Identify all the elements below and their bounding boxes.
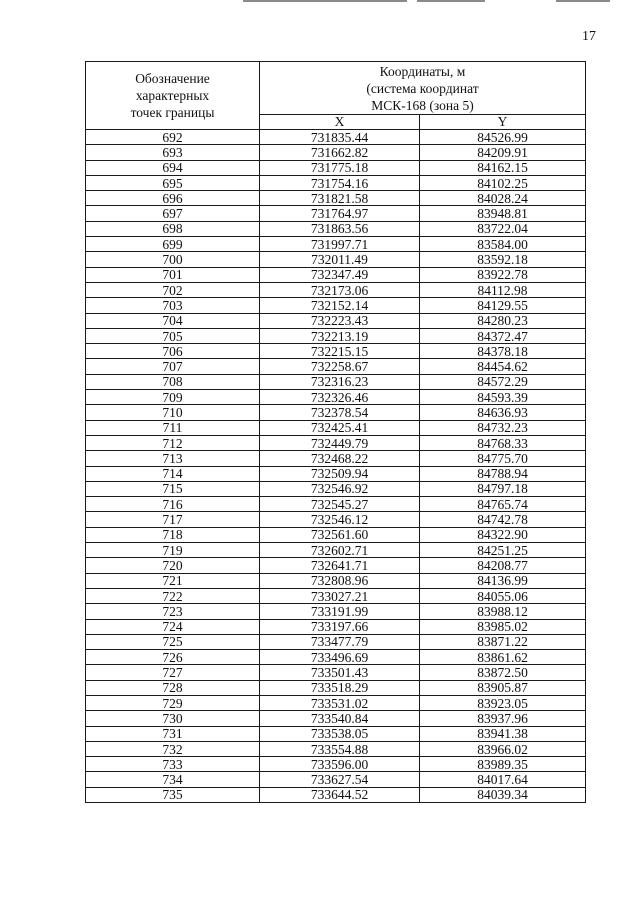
table-row <box>86 481 586 496</box>
y-coordinate-cell: 84251.25 <box>420 543 586 558</box>
x-coordinate-cell: 731764.97 <box>260 206 420 221</box>
y-coordinate-cell: 84055.06 <box>420 588 586 603</box>
table-row <box>86 405 586 420</box>
y-coordinate-cell: 83905.87 <box>420 680 586 695</box>
y-coordinate-cell: 83941.38 <box>420 726 586 741</box>
point-cell: 719 <box>86 543 260 558</box>
point-designation-header <box>86 62 260 130</box>
table-row <box>86 650 586 665</box>
point-cell: 693 <box>86 145 260 160</box>
x-coordinate-cell: 733191.99 <box>260 604 420 619</box>
x-coordinate-cell: 732326.46 <box>260 390 420 405</box>
table-row <box>86 558 586 573</box>
y-coordinate-cell: 83922.78 <box>420 267 586 282</box>
x-coordinate-cell: 733531.02 <box>260 695 420 710</box>
y-coordinate-cell: 84775.70 <box>420 451 586 466</box>
y-coordinate-cell: 84593.39 <box>420 390 586 405</box>
table-row <box>86 757 586 772</box>
table-row <box>86 604 586 619</box>
point-cell: 715 <box>86 481 260 496</box>
point-cell: 692 <box>86 130 260 145</box>
table-row <box>86 191 586 206</box>
point-cell: 712 <box>86 435 260 450</box>
point-cell: 698 <box>86 221 260 236</box>
x-coordinate-cell: 731754.16 <box>260 175 420 190</box>
point-cell: 696 <box>86 191 260 206</box>
x-coordinate-cell: 732546.12 <box>260 512 420 527</box>
point-cell: 710 <box>86 405 260 420</box>
table-row <box>86 160 586 175</box>
y-coordinate-cell: 84372.47 <box>420 328 586 343</box>
y-coordinate-cell: 84378.18 <box>420 344 586 359</box>
table-row <box>86 772 586 787</box>
point-cell: 711 <box>86 420 260 435</box>
header-line: Обозначение <box>135 71 210 86</box>
point-cell: 720 <box>86 558 260 573</box>
point-cell: 723 <box>86 604 260 619</box>
y-coordinate-cell: 83872.50 <box>420 665 586 680</box>
x-coordinate-cell: 732602.71 <box>260 543 420 558</box>
point-cell: 707 <box>86 359 260 374</box>
table-row <box>86 588 586 603</box>
header-line: точек границы <box>130 105 215 120</box>
y-coordinate-cell: 84797.18 <box>420 481 586 496</box>
y-coordinate-cell: 84636.93 <box>420 405 586 420</box>
y-coordinate-cell: 84572.29 <box>420 374 586 389</box>
point-cell: 695 <box>86 175 260 190</box>
x-coordinate-cell: 732468.22 <box>260 451 420 466</box>
table-row <box>86 680 586 695</box>
table-row <box>86 390 586 405</box>
table-row <box>86 573 586 588</box>
table-row <box>86 313 586 328</box>
x-coordinate-cell: 733554.88 <box>260 741 420 756</box>
point-cell: 709 <box>86 390 260 405</box>
top-scan-rule <box>417 0 485 2</box>
table-row <box>86 374 586 389</box>
y-coordinate-cell: 83861.62 <box>420 650 586 665</box>
point-cell: 700 <box>86 252 260 267</box>
header-line: МСК-168 (зона 5) <box>371 97 474 113</box>
x-coordinate-cell: 733644.52 <box>260 787 420 802</box>
y-coordinate-cell: 83584.00 <box>420 237 586 252</box>
x-coordinate-cell: 732011.49 <box>260 252 420 267</box>
x-coordinate-cell: 732449.79 <box>260 435 420 450</box>
table-row <box>86 282 586 297</box>
x-coordinate-cell: 732378.54 <box>260 405 420 420</box>
x-coordinate-cell: 732808.96 <box>260 573 420 588</box>
x-coordinate-cell: 733027.21 <box>260 588 420 603</box>
table-row <box>86 512 586 527</box>
point-cell: 734 <box>86 772 260 787</box>
table-row <box>86 267 586 282</box>
y-coordinate-cell: 84136.99 <box>420 573 586 588</box>
table-row <box>86 175 586 190</box>
x-coordinate-cell: 732641.71 <box>260 558 420 573</box>
x-coordinate-cell: 733496.69 <box>260 650 420 665</box>
point-cell: 697 <box>86 206 260 221</box>
x-coordinate-cell: 732213.19 <box>260 328 420 343</box>
point-cell: 702 <box>86 282 260 297</box>
x-coordinate-cell: 732425.41 <box>260 420 420 435</box>
y-coordinate-cell: 83985.02 <box>420 619 586 634</box>
point-cell: 701 <box>86 267 260 282</box>
table-row <box>86 252 586 267</box>
point-cell: 714 <box>86 466 260 481</box>
x-coordinate-cell: 733596.00 <box>260 757 420 772</box>
x-coordinate-cell: 731863.56 <box>260 221 420 236</box>
table-row <box>86 711 586 726</box>
y-coordinate-cell: 84162.15 <box>420 160 586 175</box>
point-cell: 727 <box>86 665 260 680</box>
y-coordinate-cell: 83722.04 <box>420 221 586 236</box>
table-row <box>86 451 586 466</box>
y-coordinate-cell: 83966.02 <box>420 741 586 756</box>
y-coordinate-cell: 84112.98 <box>420 282 586 297</box>
table-row <box>86 527 586 542</box>
point-cell: 728 <box>86 680 260 695</box>
point-cell: 718 <box>86 527 260 542</box>
y-column-header: Y <box>420 115 586 130</box>
point-cell: 730 <box>86 711 260 726</box>
y-coordinate-cell: 84209.91 <box>420 145 586 160</box>
x-coordinate-cell: 732215.15 <box>260 344 420 359</box>
table-row <box>86 237 586 252</box>
y-coordinate-cell: 83988.12 <box>420 604 586 619</box>
point-cell: 733 <box>86 757 260 772</box>
table-row <box>86 497 586 512</box>
x-coordinate-cell: 732546.92 <box>260 481 420 496</box>
point-cell: 726 <box>86 650 260 665</box>
point-cell: 725 <box>86 634 260 649</box>
x-coordinate-cell: 732258.67 <box>260 359 420 374</box>
x-coordinate-cell: 733197.66 <box>260 619 420 634</box>
y-coordinate-cell: 84102.25 <box>420 175 586 190</box>
y-coordinate-cell: 83989.35 <box>420 757 586 772</box>
x-coordinate-cell: 733538.05 <box>260 726 420 741</box>
table-row <box>86 726 586 741</box>
y-coordinate-cell: 84028.24 <box>420 191 586 206</box>
header-line: Координаты, м <box>379 63 466 79</box>
point-cell: 699 <box>86 237 260 252</box>
x-coordinate-cell: 732316.23 <box>260 374 420 389</box>
point-cell: 694 <box>86 160 260 175</box>
x-coordinate-cell: 732152.14 <box>260 298 420 313</box>
table-row <box>86 130 586 145</box>
y-coordinate-cell: 83937.96 <box>420 711 586 726</box>
x-coordinate-cell: 732173.06 <box>260 282 420 297</box>
table-row <box>86 741 586 756</box>
y-coordinate-cell: 84765.74 <box>420 497 586 512</box>
point-cell: 716 <box>86 497 260 512</box>
table-row <box>86 420 586 435</box>
y-coordinate-cell: 84788.94 <box>420 466 586 481</box>
point-cell: 705 <box>86 328 260 343</box>
table-row <box>86 435 586 450</box>
x-coordinate-cell: 732347.49 <box>260 267 420 282</box>
top-scan-rule <box>243 0 407 2</box>
header-line: характерных <box>135 88 210 103</box>
y-coordinate-cell: 84017.64 <box>420 772 586 787</box>
point-cell: 706 <box>86 344 260 359</box>
table-body <box>86 130 586 803</box>
table-row <box>86 695 586 710</box>
x-coordinate-cell: 731662.82 <box>260 145 420 160</box>
x-column-header: X <box>260 115 420 130</box>
coordinates-table <box>85 61 586 803</box>
point-cell: 724 <box>86 619 260 634</box>
y-coordinate-cell: 84732.23 <box>420 420 586 435</box>
y-coordinate-cell: 84280.23 <box>420 313 586 328</box>
y-coordinate-cell: 84454.62 <box>420 359 586 374</box>
point-cell: 717 <box>86 512 260 527</box>
y-coordinate-cell: 84322.90 <box>420 527 586 542</box>
x-coordinate-cell: 732223.43 <box>260 313 420 328</box>
table-row <box>86 787 586 802</box>
y-coordinate-cell: 84129.55 <box>420 298 586 313</box>
point-cell: 731 <box>86 726 260 741</box>
y-coordinate-cell: 83592.18 <box>420 252 586 267</box>
table-row <box>86 344 586 359</box>
y-coordinate-cell: 84768.33 <box>420 435 586 450</box>
point-cell: 721 <box>86 573 260 588</box>
y-coordinate-cell: 83871.22 <box>420 634 586 649</box>
point-cell: 703 <box>86 298 260 313</box>
x-coordinate-cell: 733518.29 <box>260 680 420 695</box>
x-coordinate-cell: 731997.71 <box>260 237 420 252</box>
table-row <box>86 543 586 558</box>
y-coordinate-cell: 84742.78 <box>420 512 586 527</box>
x-coordinate-cell: 731775.18 <box>260 160 420 175</box>
point-cell: 704 <box>86 313 260 328</box>
y-coordinate-cell: 84526.99 <box>420 130 586 145</box>
x-coordinate-cell: 731821.58 <box>260 191 420 206</box>
y-coordinate-cell: 84039.34 <box>420 787 586 802</box>
table-row <box>86 298 586 313</box>
point-cell: 713 <box>86 451 260 466</box>
y-coordinate-cell: 84208.77 <box>420 558 586 573</box>
x-coordinate-cell: 732509.94 <box>260 466 420 481</box>
page-number: 17 <box>582 29 596 44</box>
top-scan-rule <box>556 0 610 2</box>
table-row <box>86 634 586 649</box>
x-coordinate-cell: 733501.43 <box>260 665 420 680</box>
point-cell: 732 <box>86 741 260 756</box>
point-cell: 708 <box>86 374 260 389</box>
table-row <box>86 328 586 343</box>
point-cell: 735 <box>86 787 260 802</box>
coordinates-header <box>260 62 586 115</box>
x-coordinate-cell: 731835.44 <box>260 130 420 145</box>
x-coordinate-cell: 732545.27 <box>260 497 420 512</box>
y-coordinate-cell: 83948.81 <box>420 206 586 221</box>
point-cell: 729 <box>86 695 260 710</box>
table-row <box>86 206 586 221</box>
table-row <box>86 145 586 160</box>
table-row <box>86 359 586 374</box>
table-row <box>86 665 586 680</box>
point-cell: 722 <box>86 588 260 603</box>
table-header-row <box>86 62 586 115</box>
header-line: (система координат <box>366 80 479 96</box>
table-row <box>86 221 586 236</box>
y-coordinate-cell: 83923.05 <box>420 695 586 710</box>
x-coordinate-cell: 732561.60 <box>260 527 420 542</box>
table-row <box>86 619 586 634</box>
x-coordinate-cell: 733540.84 <box>260 711 420 726</box>
table-row <box>86 466 586 481</box>
x-coordinate-cell: 733627.54 <box>260 772 420 787</box>
x-coordinate-cell: 733477.79 <box>260 634 420 649</box>
